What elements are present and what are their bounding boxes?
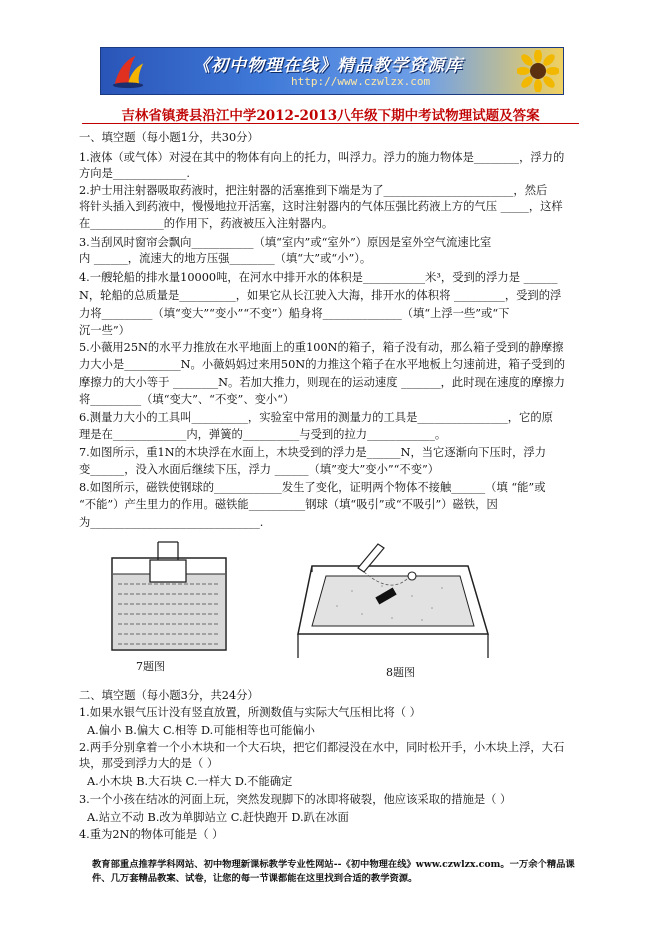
banner-url[interactable]: http://www.czwlzx.com (291, 75, 431, 88)
question-line: 方向是_____________. (79, 167, 190, 180)
question-line: 2.护士用注射器吸取药液时，把注射器的活塞推到下端是为了_______________________，然后 (79, 184, 548, 197)
answer-options: A.偏小 B.偏大 C.相等 D.可能相等也可能偏小 (87, 724, 315, 737)
section-heading: 一、填空题（每小题1分，共30分） (79, 131, 259, 144)
question-line: 3.一个小孩在结冰的河面上玩，突然发现脚下的冰即将破裂，他应该采取的措施是（ ） (79, 793, 512, 806)
figure-7-beaker-diagram (108, 538, 230, 652)
question-line: 在_____________的作用下，药液被压入注射器内。 (79, 217, 334, 230)
question-line: 将针头插入到药液中，慢慢地拉开活塞，这时注射器内的气体压强比药液上方的气压 _____，这样 (79, 200, 563, 213)
question-line: 力大小是__________N。小薇妈妈过来用50N的力推这个箱子在水平地板上匀速前进，箱子受到的 (79, 358, 566, 371)
question-line: 8.如图所示，磁铁使钢球的____________发生了变化，证明两个物体不接触______（填 “能”或 (79, 481, 546, 494)
question-line: 内 ______，流速大的地方压强________（填“大”或“小”）。 (79, 252, 372, 265)
question-line: 摩擦力的大小等于 ________N。若加大推力，则现在的运动速度 _______，此时现在速度的摩擦力 (79, 376, 565, 389)
question-line: 块，那受到浮力大的是（ ） (79, 757, 219, 770)
figure-7-caption: 7题图 (136, 660, 165, 673)
answer-options: A.小木块 B.大石块 C.一样大 D.不能确定 (87, 775, 293, 788)
question-line: 为______________________________. (79, 516, 264, 529)
question-line: N，轮船的总质量是__________，如果它从长江驶入大海，排开水的体积将 _________，受到的浮 (79, 289, 562, 302)
section-heading: 二、填空题（每小题3分，共24分） (79, 689, 259, 702)
question-line: 力将_________（填“变大”“变小”“不变”）船身将______________（填“上浮一些”或“下 (79, 307, 510, 320)
title-underline (82, 123, 579, 124)
question-line: 变______，没入水面后继续下压，浮力 ______（填”变大”变小”“不变”） (79, 463, 440, 476)
question-line: 理是在_____________内，弹簧的__________与受到的拉力____________。 (79, 428, 447, 441)
question-line: 4.一艘轮船的排水量10000吨，在河水中排开水的体积是___________米³，受到的浮力是 ______ (79, 271, 558, 284)
question-line: 1.液体（或气体）对浸在其中的物体有向上的托力，叫浮力。浮力的施力物体是________，浮力的 (79, 151, 565, 164)
document-title: 吉林省镇赉县沿江中学2012-2013八年级下期中考试物理试题及答案 (121, 108, 540, 124)
question-line: 沉一些”） (79, 324, 130, 337)
figure-8-magnet-tray-diagram (292, 536, 492, 664)
banner-title: 《初中物理在线》精品教学资源库 (193, 56, 463, 76)
question-line: 2.两手分别拿着一个小木块和一个大石块，把它们都浸没在水中，同时松开手，小木块上浮，大石 (79, 741, 565, 754)
figure-8-caption: 8题图 (386, 666, 415, 679)
answer-options: A.站立不动 B.改为单脚站立 C.赶快跑开 D.趴在冰面 (87, 811, 349, 824)
question-line: 1.如果水银气压计没有竖直放置，所测数值与实际大气压相比将（ ） (79, 706, 421, 719)
question-line: 3.当刮风时窗帘会飘向___________（填“室内”或“室外”）原因是室外空气流速比室 (79, 236, 492, 249)
question-line: 4.重为2N的物体可能是（ ） (79, 828, 224, 841)
footer-line: 件、几万套精品教案、试卷，让您的每一节课都能在这里找到合适的教学资源。 (92, 873, 418, 884)
footer-line: 教育部重点推荐学科网站、初中物理新课标教学专业性网站--《初中物理在线》www.czwlzx.com。一万余个精品课 (92, 859, 575, 870)
header-banner (100, 47, 564, 95)
question-line: 将_________（填“变大”、“不变”、变小“） (79, 393, 295, 406)
sunflower-icon (517, 50, 559, 92)
question-line: 6.测量力大小的工具叫__________，实验室中常用的测量力的工具是________________，它的原 (79, 411, 553, 424)
site-logo-icon (109, 52, 147, 90)
question-line: 5.小薇用25N的水平力推放在水平地面上的重100N的箱子，箱子没有动，那么箱子受到的静摩擦 (79, 341, 564, 354)
question-line: “不能”）产生里力的作用。磁铁能__________钢球（填“吸引”或“不吸引”）磁铁，因 (79, 498, 498, 511)
question-line: 7.如图所示，重1N的木块浮在水面上，木块受到的浮力是______N，当它逐渐向下压时，浮力 (79, 446, 547, 459)
